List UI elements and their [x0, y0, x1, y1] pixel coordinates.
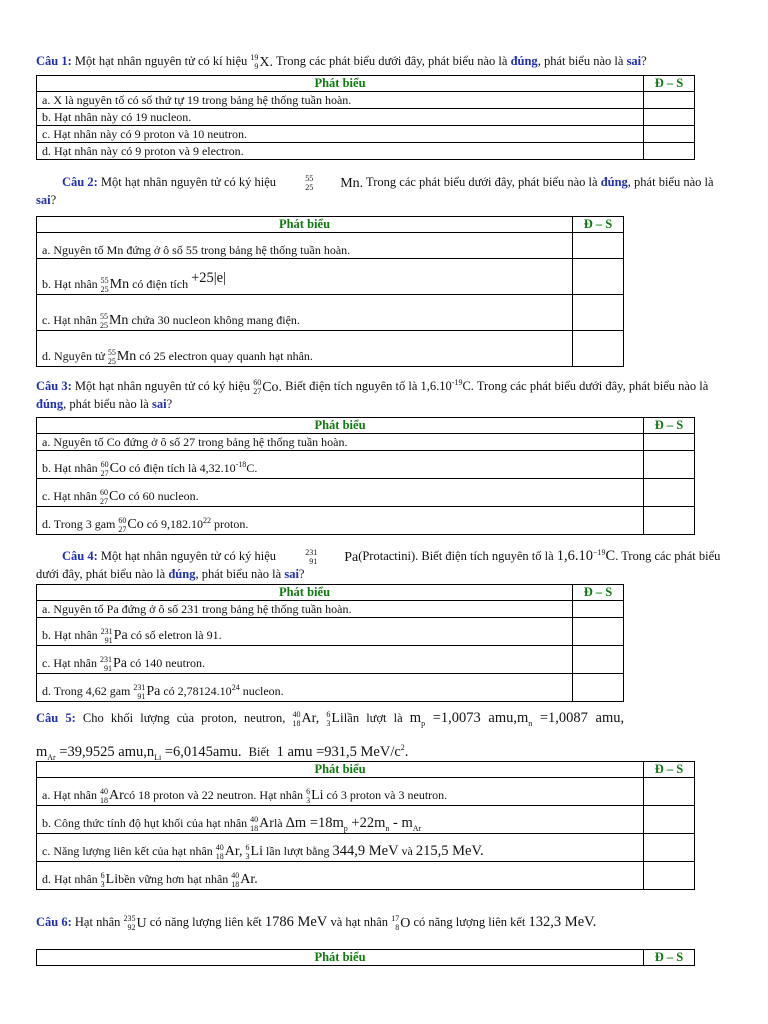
nuclide-mn: 55 25 Mn. [305, 174, 364, 193]
table-header-true-false: Đ – S [573, 585, 624, 601]
question-1-text: Một hạt nhân nguyên tử có kí hiệu [74, 54, 248, 68]
answer-cell[interactable] [644, 92, 695, 109]
table-row: a. X là nguyên tố có số thứ tự 19 trong bảng hệ thống tuần hoàn. [37, 92, 695, 109]
nuclide-pa: 231 91 Pa [305, 548, 359, 567]
answer-cell[interactable] [644, 507, 695, 535]
question-6-table [36, 949, 695, 966]
answer-cell[interactable] [644, 126, 695, 143]
table-row: b. Hạt nhân 231 91 Pa có số eletron là 91. [37, 618, 624, 646]
table-row: a. Nguyên tố Co đứng ở ô số 27 trong bảng hệ thống tuần hoàn. [37, 434, 695, 451]
question-6-label: Câu 6: [36, 915, 72, 929]
question-1-table [36, 75, 695, 160]
question-1: Câu 1: Một hạt nhân nguyên tử có kí hiệu 19 9 X. Trong các phát biểu dưới đây, phát biểu nào là đúng, phát biểu nào là sai? [36, 53, 647, 72]
table-row: c. Hạt nhân này có 9 proton và 10 neutron. [37, 126, 695, 143]
answer-cell[interactable] [644, 862, 695, 890]
question-3-label: Câu 3: [36, 379, 72, 394]
question-2-table [36, 216, 624, 367]
table-header-true-false: Đ – S [644, 762, 695, 778]
table-header-true-false: Đ – S [644, 418, 695, 434]
answer-cell[interactable] [573, 646, 624, 674]
table-header-statement: Phát biểu [37, 76, 644, 92]
table-row: c. Năng lượng liên kết của hạt nhân 40 18 Ar, 6 3 Li lần lượt bằng 344,9 MeV và 215,5 MeV. [37, 834, 695, 862]
table-row: b. Hạt nhân này có 19 nucleon. [37, 109, 695, 126]
table-row: a. Nguyên tố Pa đứng ở ô số 231 trong bảng hệ thống tuần hoàn. [37, 601, 624, 618]
table-row: d. Trong 3 gam 60 27 Co có 9,182.10$^{22}$ proton. [37, 507, 695, 535]
answer-cell[interactable] [573, 674, 624, 702]
question-5-label: Câu 5: [36, 711, 76, 725]
question-4-table [36, 584, 624, 702]
answer-cell[interactable] [573, 331, 624, 367]
table-row: a. Hạt nhân 40 18 Ar có 18 proton và 22 neutron. Hạt nhân 6 3 Li có 3 proton và 3 neutron. [37, 778, 695, 806]
answer-cell[interactable] [644, 479, 695, 507]
question-5-table [36, 761, 695, 890]
answer-cell[interactable] [573, 295, 624, 331]
answer-cell[interactable] [644, 778, 695, 806]
question-2-label: Câu 2: [62, 175, 98, 189]
table-header-statement: Phát biểu [37, 217, 573, 233]
table-row: a. Nguyên tố Mn đứng ở ô số 55 trong bảng hệ thống tuần hoàn. [37, 233, 624, 259]
table-header-statement: Phát biểu [37, 762, 644, 778]
answer-cell[interactable] [573, 601, 624, 618]
question-5: Câu 5: Cho khối lượng của proton, neutron, 40 18 Ar, 6 3 Li lần lượt là $m_p =1,0073$ $amu,m_n =1,0087$ amu, $m_{Ar} =39,9525$ $amu,n_{Li} =6,0145amu$. Biết 1 amu =931,5 MeV/$c^2$. [36, 710, 625, 762]
answer-cell[interactable] [644, 109, 695, 126]
answer-cell[interactable] [644, 143, 695, 160]
answer-cell[interactable] [644, 834, 695, 862]
table-row: c. Hạt nhân 60 27 Co có 60 nucleon. [37, 479, 695, 507]
answer-cell[interactable] [644, 806, 695, 834]
answer-cell[interactable] [644, 434, 695, 451]
question-6: Câu 6: Hạt nhân 235 92 U có năng lượng liên kết 1786 MeV và hạt nhân 17 8 O có năng lượng liên kết 132,3 MeV. [36, 914, 597, 933]
question-4-label: Câu 4: [62, 549, 98, 564]
table-header-statement: Phát biểu [37, 418, 644, 434]
question-1-label: Câu 1: [36, 54, 72, 68]
table-header-true-false: Đ – S [644, 76, 695, 92]
table-row: b. Công thức tính độ hụt khối của hạt nhân 40 18 Ar là $\Delta m =18m_p +22m_n - m_{Ar}$ [37, 806, 695, 834]
answer-cell[interactable] [573, 618, 624, 646]
table-row: d. Hạt nhân này có 9 proton và 9 electron. [37, 143, 695, 160]
nuclide-x: 19 9 X. [250, 53, 274, 72]
nuclide-co: 60 27 Co. [253, 378, 283, 397]
table-row: d. Hạt nhân 6 3 Li bền vững hơn hạt nhân 40 18 Ar. [37, 862, 695, 890]
answer-cell[interactable] [573, 233, 624, 259]
answer-cell[interactable] [644, 451, 695, 479]
table-row: c. Hạt nhân 231 91 Pa có 140 neutron. [37, 646, 624, 674]
question-3: Câu 3: Một hạt nhân nguyên tử có ký hiệu 60 27 Co. Biết điện tích nguyên tố là $1,6.10^{-19}C$. Trong các phát biểu dưới đây, phát biểu nào là đúng, phát biểu nào là sai? [36, 378, 709, 412]
question-3-table [36, 417, 695, 535]
table-header-true-false: Đ – S [573, 217, 624, 233]
table-header-statement: Phát biểu [37, 585, 573, 601]
table-header-statement: Phát biểu [37, 950, 644, 966]
question-2: Câu 2: Một hạt nhân nguyên tử có ký hiệu 55 25 Mn. Trong các phát biểu dưới đây, phát biểu nào là đúng, phát biểu nào là sai? [36, 174, 714, 208]
table-row: b. Hạt nhân 60 27 Co có điện tích là $4,32.10^{-18}C$. [37, 451, 695, 479]
table-header-true-false: Đ – S [644, 950, 695, 966]
table-row: d. Trong 4,62 gam 231 91 Pa có 2,78124.10$^{24}$ nucleon. [37, 674, 624, 702]
table-row: d. Nguyên tử 55 25 Mn có 25 electron quay quanh hạt nhân. [37, 331, 624, 367]
answer-cell[interactable] [573, 259, 624, 295]
table-row: b. Hạt nhân 55 25 Mn có điện tích +25|e| [37, 259, 624, 295]
question-4: Câu 4: Một hạt nhân nguyên tử có ký hiệu 231 91 Pa (Protactini). Biết điện tích nguyên tố là $1,6.10^{-19}C$. Trong các phát biểu dưới đây, phát biểu nào là đúng, phát biểu nào là sai? [36, 548, 721, 582]
table-row: c. Hạt nhân 55 25 Mn chứa 30 nucleon không mang điện. [37, 295, 624, 331]
